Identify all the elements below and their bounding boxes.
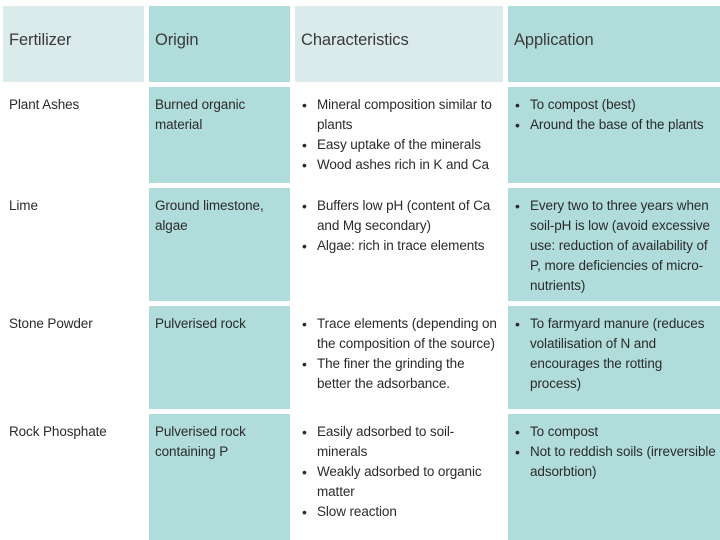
row-3-origin: Pulverised rock bbox=[149, 306, 290, 409]
header-characteristics: Characteristics bbox=[295, 6, 503, 82]
row-1-application-list bbox=[514, 95, 716, 135]
row-2-fertilizer: Lime bbox=[3, 188, 144, 301]
row-2-application bbox=[508, 188, 720, 301]
row-3-characteristics-list bbox=[301, 314, 497, 394]
row-3-fertilizer: Stone Powder bbox=[3, 306, 144, 409]
list-item: • To compost bbox=[514, 422, 716, 442]
list-item: • Every two to three years when soil-pH is low (avoid excessive use: reduction of availability of P, more deficiencies of micro-nutrients) bbox=[514, 196, 716, 296]
list-item: • To farmyard manure (reduces volatilisation of N and encourages the rotting process) bbox=[514, 314, 716, 394]
list-item: • Easy uptake of the minerals bbox=[301, 135, 497, 155]
row-4-origin: Pulverised rock containing P bbox=[149, 414, 290, 540]
list-item: • Trace elements (depending on the composition of the source) bbox=[301, 314, 497, 354]
list-item: • Around the base of the plants bbox=[514, 115, 716, 135]
row-2-origin: Ground limestone, algae bbox=[149, 188, 290, 301]
row-3-characteristics bbox=[295, 306, 503, 409]
list-item: • The finer the grinding the better the adsorbance. bbox=[301, 354, 497, 394]
row-1-characteristics bbox=[295, 87, 503, 183]
row-1-application bbox=[508, 87, 720, 183]
row-4-application-list bbox=[514, 422, 716, 482]
list-item: • Algae: rich in trace elements bbox=[301, 236, 497, 256]
list-item: • Wood ashes rich in K and Ca bbox=[301, 155, 497, 175]
fertilizer-table bbox=[0, 6, 720, 540]
list-item: • Weakly adsorbed to organic matter bbox=[301, 462, 497, 502]
row-4-fertilizer: Rock Phosphate bbox=[3, 414, 144, 540]
list-item: • To compost (best) bbox=[514, 95, 716, 115]
header-origin: Origin bbox=[149, 6, 290, 82]
row-2-characteristics-list bbox=[301, 196, 497, 256]
row-2-characteristics bbox=[295, 188, 503, 301]
list-item: • Easily adsorbed to soil-minerals bbox=[301, 422, 497, 462]
list-item: • Buffers low pH (content of Ca and Mg secondary) bbox=[301, 196, 497, 236]
list-item: • Not to reddish soils (irreversible adsorbtion) bbox=[514, 442, 716, 482]
row-4-characteristics-list bbox=[301, 422, 497, 522]
list-item: • Mineral composition similar to plants bbox=[301, 95, 497, 135]
row-1-fertilizer: Plant Ashes bbox=[3, 87, 144, 183]
row-1-origin: Burned organic material bbox=[149, 87, 290, 183]
row-1-characteristics-list bbox=[301, 95, 497, 175]
list-item: • Slow reaction bbox=[301, 502, 497, 522]
row-3-application-list bbox=[514, 314, 716, 394]
header-fertilizer: Fertilizer bbox=[3, 6, 144, 82]
header-application: Application bbox=[508, 6, 720, 82]
row-4-characteristics bbox=[295, 414, 503, 540]
row-4-application bbox=[508, 414, 720, 540]
row-2-application-list bbox=[514, 196, 716, 296]
row-3-application bbox=[508, 306, 720, 409]
